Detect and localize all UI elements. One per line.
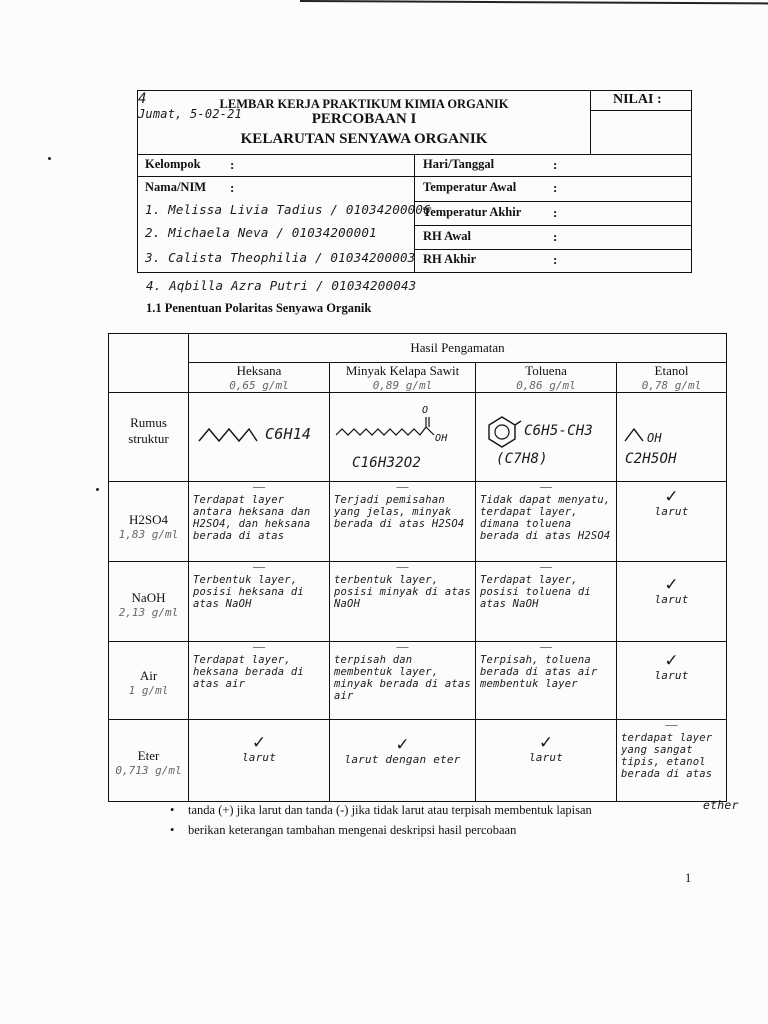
column-density: 0,78 g/ml xyxy=(641,379,702,392)
result-cell xyxy=(617,717,727,802)
scan-edge-line xyxy=(300,0,768,4)
check-mark: ✓ xyxy=(664,575,679,594)
corner-cell xyxy=(109,334,189,393)
result-text: larut xyxy=(654,593,689,606)
ether-note: ether xyxy=(703,798,739,812)
member-2: 2. Michaela Neva / 01034200001 xyxy=(145,225,377,240)
reagent-name: Eter xyxy=(137,748,160,763)
result-cell xyxy=(476,479,617,562)
results-group-header: Hasil Pengamatan xyxy=(189,334,727,363)
result-text: larut xyxy=(241,751,277,764)
check-mark: ✓ xyxy=(664,487,679,506)
result-cell xyxy=(330,479,476,562)
structure-minyak xyxy=(330,393,476,482)
minus-mark: — xyxy=(665,717,678,731)
column-density: 0,65 g/ml xyxy=(229,379,289,392)
row-label-naoh xyxy=(109,562,189,642)
oxygen-label: O xyxy=(422,405,429,416)
page-number: 1 xyxy=(685,871,692,885)
rh-end-colon: : xyxy=(553,252,558,267)
result-text: Terdapat layer, posisi toluena di atas NaOH xyxy=(480,574,591,610)
member-4: 4. Aqbilla Azra Putri / 01034200043 xyxy=(146,278,417,293)
result-cell xyxy=(476,639,617,720)
column-name: Etanol xyxy=(654,363,689,378)
row-label-structure xyxy=(109,393,189,482)
reagent-density: 1,83 g/ml xyxy=(118,528,179,541)
result-text: Tidak dapat menyatu, terdapat layer, dimana toluena berada di atas H2SO4 xyxy=(480,494,611,542)
note-text: berikan keterangan tambahan mengenai deskripsi hasil percobaan xyxy=(188,823,517,837)
structure-etanol xyxy=(617,393,727,482)
column-name: Toluena xyxy=(525,363,567,378)
result-text: larut xyxy=(528,751,564,764)
result-text: larut dengan eter xyxy=(344,753,461,766)
check-mark: ✓ xyxy=(664,651,679,670)
result-text: Terpisah, toluena berada di atas air membentuk layer xyxy=(480,654,598,690)
rh-end-label: RH Akhir xyxy=(423,252,477,266)
result-cell xyxy=(189,639,330,720)
result-text: larut xyxy=(654,505,689,518)
row-label-h2so4 xyxy=(109,482,189,562)
experiment-title: KELARUTAN SENYAWA ORGANIK xyxy=(240,131,488,147)
column-header-heksana xyxy=(189,363,330,393)
check-mark: ✓ xyxy=(395,735,410,754)
result-cell xyxy=(330,720,476,802)
temp-end-label: Temperatur Akhir xyxy=(423,205,522,219)
check-mark: ✓ xyxy=(538,733,554,752)
minus-mark: — xyxy=(540,559,552,573)
minus-mark: — xyxy=(396,479,409,493)
minus-mark: — xyxy=(253,559,265,573)
formula: C2H5OH xyxy=(625,451,677,467)
rh-start-colon: : xyxy=(553,229,558,244)
result-text: larut xyxy=(654,669,689,682)
result-text: Terdapat layer, heksana berada di atas air xyxy=(193,654,304,690)
experiment-number: PERCOBAAN I xyxy=(311,111,417,127)
column-density: 0,89 g/ml xyxy=(372,379,433,392)
result-cell xyxy=(617,562,727,642)
scan-speck xyxy=(96,488,99,491)
worksheet-title: LEMBAR KERJA PRAKTIKUM KIMIA ORGANIK xyxy=(219,97,509,111)
hexane-skeletal-structure xyxy=(197,421,267,461)
temp-start-label: Temperatur Awal xyxy=(423,180,517,194)
observation-table xyxy=(108,333,727,802)
header-box xyxy=(137,90,692,273)
hydroxyl-label: OH xyxy=(647,431,662,445)
result-text: terdapat layer yang sangat tipis, etanol berada di atas xyxy=(621,732,713,780)
row-label-line: Rumus xyxy=(130,415,167,430)
check-mark: ✓ xyxy=(251,733,267,752)
minus-mark: — xyxy=(540,639,552,653)
note-item: • berikan keterangan tambahan mengenai deskripsi hasil percobaan xyxy=(170,823,517,837)
structure-heksana xyxy=(189,393,330,482)
column-name: Heksana xyxy=(236,363,282,378)
formula: C16H32O2 xyxy=(352,455,422,471)
temp-start-colon: : xyxy=(553,180,558,195)
note-item: • tanda (+) jika larut dan tanda (-) jika tidak larut atau terpisah membentuk lapisan xyxy=(170,803,592,817)
result-text: Terbentuk layer, posisi heksana di atas NaOH xyxy=(193,574,304,610)
result-text: terbentuk layer, posisi minyak di atas NaOH xyxy=(334,574,471,610)
row-label-air xyxy=(109,642,189,720)
result-cell xyxy=(189,559,330,642)
result-cell xyxy=(476,559,617,642)
column-header-toluena xyxy=(476,363,617,393)
member-3: 3. Calista Theophilia / 01034200003 xyxy=(145,250,416,265)
member-1: 1. Melissa Livia Tadius / 01034200006 xyxy=(145,202,431,217)
result-cell xyxy=(189,720,330,802)
formula: C6H5-CH3 xyxy=(524,423,594,439)
column-name: Minyak Kelapa Sawit xyxy=(345,363,460,378)
day-value: Jumat, 5-02-21 xyxy=(138,107,242,121)
toluene-ring-structure xyxy=(482,413,522,453)
reagent-density: 1 g/ml xyxy=(128,684,169,697)
formula-extra: (C7H8) xyxy=(496,451,548,467)
column-density: 0,86 g/ml xyxy=(516,379,576,392)
result-cell xyxy=(617,482,727,562)
structure-toluena xyxy=(476,393,617,482)
formula: C6H14 xyxy=(265,425,312,443)
result-cell xyxy=(189,479,330,562)
result-cell xyxy=(617,642,727,720)
palmitic-acid-skeletal-structure xyxy=(334,413,444,458)
reagent-density: 0,713 g/ml xyxy=(115,764,182,777)
day-colon: : xyxy=(553,157,558,172)
rh-start-label: RH Awal xyxy=(423,229,472,243)
row-label-eter xyxy=(109,720,189,802)
column-header-minyak xyxy=(330,363,476,393)
result-cell xyxy=(476,720,617,802)
group-label: Kelompok xyxy=(145,157,201,171)
section-title: 1.1 Penentuan Polaritas Senyawa Organik xyxy=(146,301,372,315)
result-cell xyxy=(330,639,476,720)
hydroxyl-label: OH xyxy=(435,433,448,444)
minus-mark: — xyxy=(253,639,265,653)
reagent-name: Air xyxy=(139,668,158,683)
result-text: Terjadi pemisahan yang jelas, minyak berada di atas H2SO4 xyxy=(334,494,465,530)
reagent-name: NaOH xyxy=(131,590,166,605)
temp-end-colon: : xyxy=(553,205,558,220)
result-text: terpisah dan membentuk layer, minyak berada di atas air xyxy=(334,654,471,702)
day-label: Hari/Tanggal xyxy=(423,157,495,171)
reagent-density: 2,13 g/ml xyxy=(118,606,179,619)
reagent-name: H2SO4 xyxy=(128,512,168,527)
group-value: 4 xyxy=(138,91,147,107)
group-colon: : xyxy=(230,157,235,172)
note-text: tanda (+) jika larut dan tanda (-) jika tidak larut atau terpisah membentuk lapisan xyxy=(188,803,592,817)
notes-list xyxy=(170,800,592,840)
scan-speck xyxy=(48,157,51,160)
name-label: Nama/NIM xyxy=(145,180,207,194)
score-label: NILAI : xyxy=(613,92,662,107)
result-cell xyxy=(330,559,476,642)
name-colon: : xyxy=(230,180,235,195)
minus-mark: — xyxy=(253,479,265,493)
result-text: Terdapat layer antara heksana dan H2SO4, dan heksana berada di atas xyxy=(193,494,311,542)
row-label-line: struktur xyxy=(128,431,169,446)
minus-mark: — xyxy=(396,559,409,573)
minus-mark: — xyxy=(540,479,552,493)
minus-mark: — xyxy=(396,639,409,653)
column-header-etanol xyxy=(617,363,727,393)
